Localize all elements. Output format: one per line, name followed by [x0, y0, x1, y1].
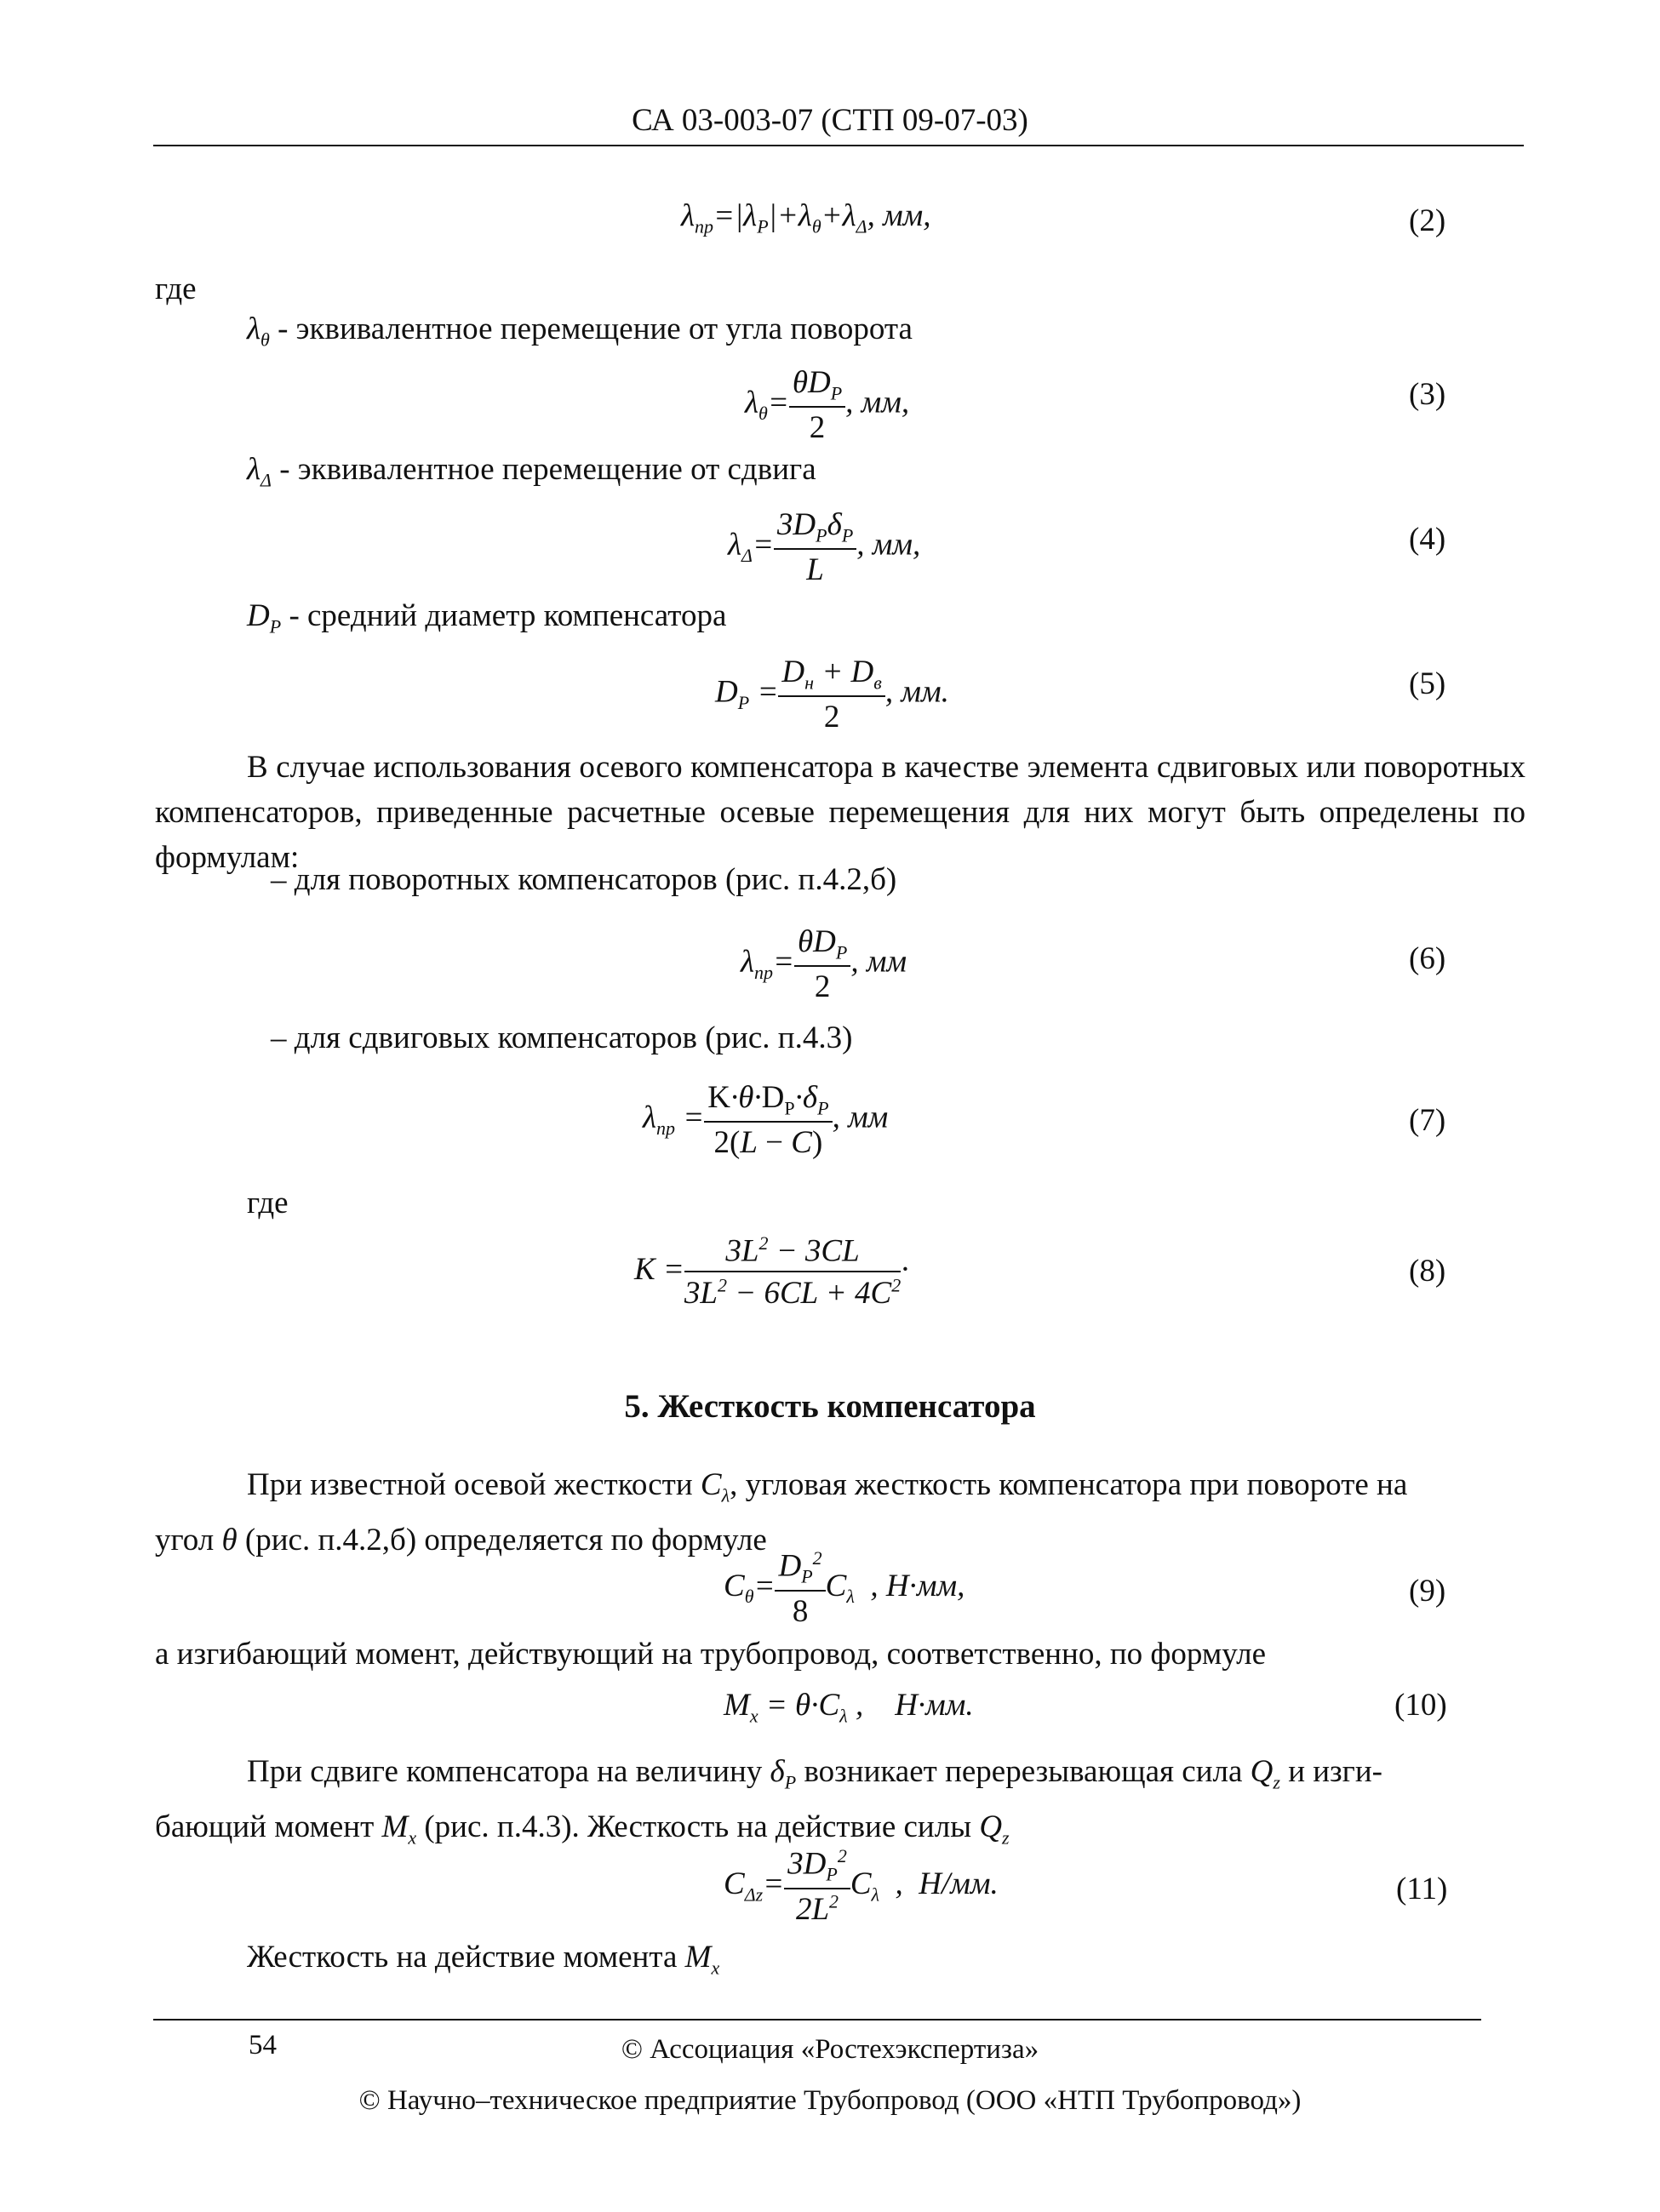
- equation-8: K = $\frac{3L^2 - 3CL}{3L^2 - 6CL + 4C^2}$ ·: [634, 1232, 909, 1311]
- paragraph-1: В случае использования осевого компенсатора в качестве элемента сдвиговых или поворотных компенсаторов, приведенные расчетные осевые перемещения для них могут быть определены по формулам:: [155, 750, 1525, 875]
- unit: Н·мм: [885, 1568, 958, 1603]
- equation-number-9: (9): [1409, 1574, 1446, 1609]
- paragraph-3: а изгибающий момент, действующий на трубопровод, соответственно, по формуле: [155, 1637, 1266, 1672]
- unit: Н·мм: [895, 1688, 966, 1723]
- p2a: При известной осевой жесткости: [247, 1467, 693, 1502]
- equation-9: $C_\theta=$ $\frac{D_P^2}{8}$ $C_\lambda$ , Н·мм,: [724, 1547, 965, 1629]
- equation-11: $C_{\Delta z}=$ $\frac{3D_P^2}{2L^2}$ $C_\lambda$ , Н/мм.: [724, 1845, 999, 1928]
- where-label-1: где: [155, 271, 197, 306]
- page-number: 54: [249, 2030, 277, 2061]
- p4b: возникает перерезывающая сила: [804, 1754, 1243, 1789]
- equation-4: $\lambda_\Delta=$ $3D_P\delta_P$ L , мм,: [728, 507, 921, 588]
- section-heading: 5. Жесткость компенсатора: [624, 1388, 1036, 1425]
- p4d: бающий момент: [155, 1809, 375, 1845]
- paragraph-5: Жесткость на действие момента $M_x$: [247, 1940, 720, 1979]
- page-header: СА 03-003-07 (СТП 09-07-03): [632, 103, 1028, 138]
- equation-number-8: (8): [1409, 1254, 1446, 1289]
- dp-definition: $D_P$ - средний диаметр компенсатора: [247, 598, 727, 637]
- p4a: При сдвиге компенсатора на величину: [247, 1754, 763, 1789]
- unit: мм: [866, 944, 907, 980]
- equation-number-7: (7): [1409, 1103, 1446, 1138]
- equation-number-2: (2): [1409, 203, 1446, 238]
- p2d: (рис. п.4.2,б) определяется по формуле: [244, 1523, 767, 1558]
- equation-10: $M_x = \theta\cdot C_\lambda$ , Н·мм.: [724, 1688, 974, 1727]
- equation-number-11: (11): [1396, 1872, 1448, 1906]
- equation-number-6: (6): [1409, 941, 1446, 976]
- equation-6: $\lambda_{пр}=$ $\theta D_P$ 2 , мм: [741, 924, 907, 1005]
- where-label-2: где: [247, 1186, 289, 1220]
- lambda-delta-def-text: - эквивалентное перемещение от сдвига: [279, 452, 816, 487]
- unit: мм: [848, 1100, 889, 1135]
- p2c: угол: [155, 1523, 215, 1558]
- equation-number-10: (10): [1394, 1688, 1447, 1723]
- unit: Н/мм: [919, 1866, 991, 1902]
- equation-7: $\lambda_{пр}$ = $\frac{K\cdot\theta\cdot D_P\cdot\delta_P}{2(L - C)}$ , мм: [643, 1080, 889, 1161]
- list-item-rotation: – для поворотных компенсаторов (рис. п.4.2,б): [271, 862, 897, 897]
- p4e: (рис. п.4.3). Жесткость на действие силы: [424, 1809, 972, 1845]
- lambda-theta-definition: $\lambda_\theta$ - эквивалентное перемещение от угла поворота: [247, 312, 913, 351]
- list-item-shear: – для сдвиговых компенсаторов (рис. п.4.3): [271, 1020, 853, 1055]
- unit: мм: [861, 385, 902, 420]
- lambda-theta-def-text: - эквивалентное перемещение от угла поворота: [278, 312, 913, 346]
- p5: Жесткость на действие момента: [247, 1940, 678, 1975]
- equation-number-4: (4): [1409, 522, 1446, 557]
- unit: мм: [901, 674, 942, 710]
- unit: мм: [872, 527, 913, 563]
- equation-number-3: (3): [1409, 377, 1446, 412]
- equation-2: $\lambda_{пр}=|\lambda_P|+\lambda_\theta+\lambda_\Delta$, мм,: [681, 198, 931, 237]
- footer-line-1: © Ассоциация «Ростехэкспертиза»: [621, 2034, 1039, 2065]
- p2b: , угловая жесткость компенсатора при повороте на: [730, 1467, 1408, 1502]
- paragraph-2: При известной осевой жесткости $C_\lambda$, угловая жесткость компенсатора при повороте на угол θ (рис. п.4.2,б) определяется по формуле: [155, 1467, 1408, 1558]
- equation-number-5: (5): [1409, 666, 1446, 701]
- header-rule: [153, 145, 1524, 146]
- p4c: и изги-: [1288, 1754, 1382, 1789]
- unit: мм: [883, 198, 924, 233]
- equation-5: $D_P$ = $D_н + D_в$ 2 , мм.: [715, 654, 949, 735]
- lambda-delta-definition: $\lambda_\Delta$ - эквивалентное перемещение от сдвига: [247, 452, 816, 491]
- dp-def-text: - средний диаметр компенсатора: [289, 598, 727, 633]
- footer-line-2: © Научно–техническое предприятие Трубопровод (ООО «НТП Трубопровод»): [358, 2085, 1302, 2116]
- equation-3: $\lambda_\theta=$ $\theta D_P$ 2 , мм,: [745, 365, 910, 446]
- paragraph-4: При сдвиге компенсатора на величину $\delta_P$ возникает перерезывающая сила $Q_z$ и изги- бающий момент $M_x$ (рис. п.4.3). Жесткость на действие силы $Q_z$: [155, 1754, 1382, 1849]
- footer-rule: [153, 2019, 1481, 2021]
